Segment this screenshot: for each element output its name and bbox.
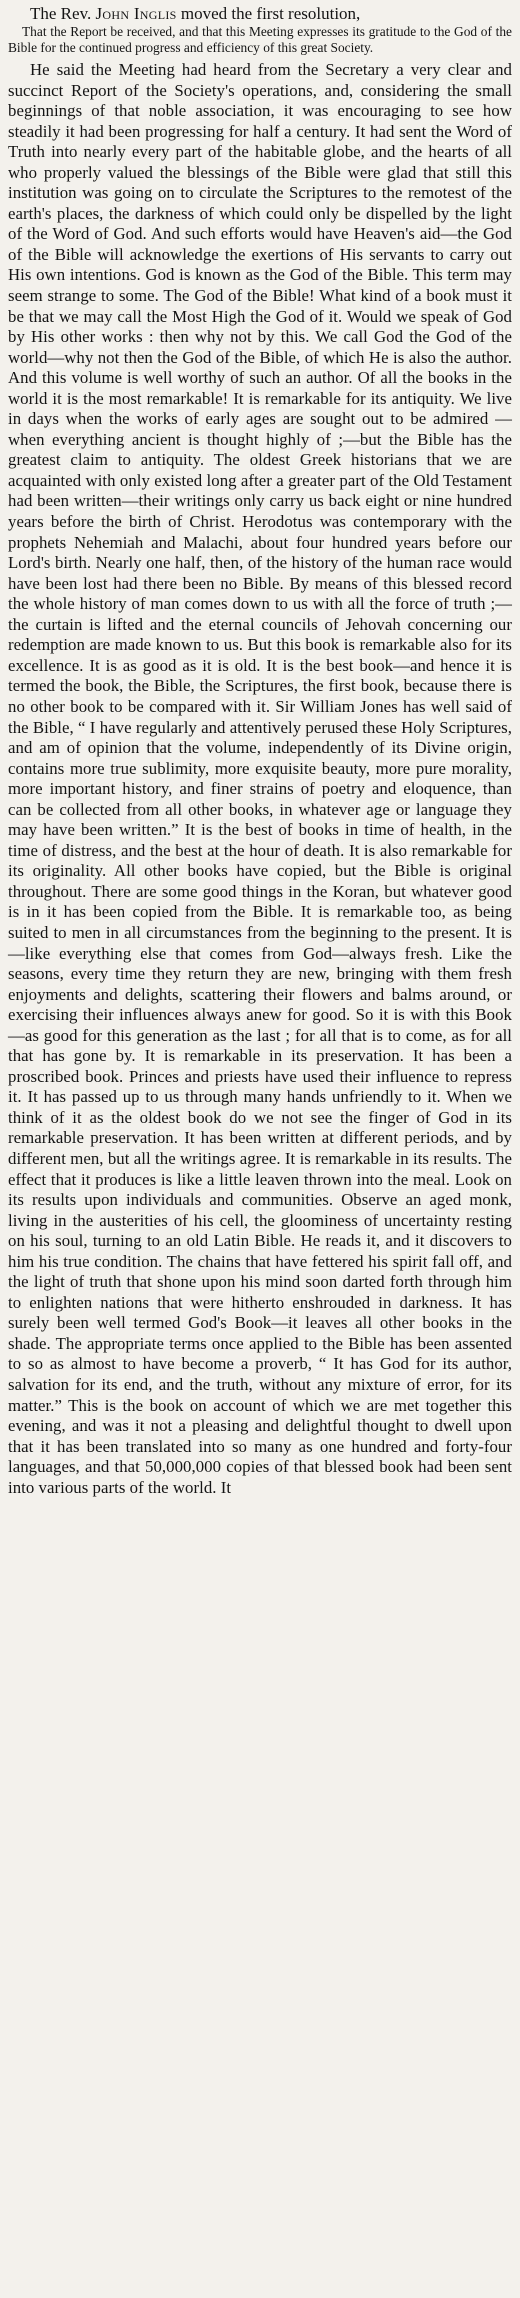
- speaker-name: John Inglis: [95, 4, 177, 23]
- speaker-heading: [8, 4, 512, 24]
- heading-suffix: moved the first resolution,: [176, 4, 361, 23]
- speech-paragraph: He said the Meeting had heard from the Secretary a very clear and succinct Report of the Society's operations, and, considering the small beginnings of that noble association, it was encouraging to see how steadily it had been progressing for half a century. It had sent the Word of Truth into nearly every part of the habitable globe, and the hearts of all who properly valued the blessings of the Bible were glad that still this institution was going on to circulate the Scriptures to the remotest of the earth's places, the darkness of which could only be dispelled by the light of the Word of God. And such efforts would have Heaven's aid—the God of the Bible will acknowledge the exertions of His servants to carry out His own intentions. God is known as the God of the Bible. This term may seem strange to some. The God of the Bible! What kind of a book must it be that we may call the Most High the God of it. Would we speak of God by His other works : then why not by this. We call God the God of the world—why not then the God of the Bible, of which He is also the author. And this volume is well worthy of such an author. Of all the books in the world it is the most remarkable! It is remarkable for its antiquity. We live in days when the works of early ages are sought out to be admired —when everything ancient is thought highly of ;—but the Bible has the greatest claim to antiquity. The oldest Greek historians that we are acquainted with only existed long after a greater part of the Old Testament had been written—their writings only carry us back eight or nine hundred years before the birth of Christ. Herodotus was contemporary with the prophets Nehemiah and Malachi, about four hundred years before our Lord's birth. Nearly one half, then, of the history of the human race would have been lost had there been no Bible. By means of this blessed record the whole history of man comes down to us with all the force of truth ;—the curtain is lifted and the eternal councils of Jehovah concerning our redemption are made known to us. But this book is remarkable also for its excellence. It is as good as it is old. It is the best book—and hence it is termed the book, the Bible, the Scriptures, the first book, because there is no other book to be compared with it. Sir William Jones has well said of the Bible, “ I have regularly and attentively perused these Holy Scriptures, and am of opinion that the volume, independently of its Divine origin, contains more true sublimity, more exquisite beauty, more pure morality, more important history, and finer strains of poetry and eloquence, than can be collected from all other books, in whatever age or language they may have been written.” It is the best of books in time of health, in the time of distress, and the best at the hour of death. It is also remarkable for its originality. All other books have copied, but the Bible is original throughout. There are some good things in the Koran, but whatever good is in it has been copied from the Bible. It is remarkable too, as being suited to men in all circumstances from the beginning to the present. It is—like everything else that comes from God—always fresh. Like the seasons, every time they return they are new, bringing with them fresh enjoyments and delights, scattering their flowers and balms around, or exercising their influences always anew for good. So it is with this Book—as good for this generation as the last ; for all that is to come, as for all that has gone by. It is remarkable in its preservation. It has been a proscribed book. Princes and priests have used their influence to repress it. It has passed up to us through many hands unfriendly to it. When we think of it as the oldest book do we not see the finger of God in its remarkable preservation. It has been written at different periods, and by different men, but all the writings agree. It is remarkable in its results. The effect that it produces is like a little leaven thrown into the meal. Look on its results upon individuals and communities. Observe an aged monk, living in the austerities of his cell, the gloominess of uncertainty resting on his soul, turning to an old Latin Bible. He reads it, and it discovers to him his true condition. The chains that have fettered his spirit fall off, and the light of truth that shone upon his mind soon darted forth through him to enlighten nations that were hitherto enshrouded in darkness. It has surely been well termed God's Book—it leaves all other books in the shade. The appropriate terms once applied to the Bible has been assented to so as almost to have become a proverb, “ It has God for its author, salvation for its end, and the truth, without any mixture of error, for its matter.” This is the book on account of which we are met together this evening, and was it not a pleasing and delightful thought to dwell upon that it has been translated into so many as one hundred and forty-four languages, and that 50,000,000 copies of that blessed book had been sent into various parts of the world. It: [8, 60, 512, 1497]
- resolution-text: That the Report be received, and that this Meeting expresses its gratitude to the God of the Bible for the continued progress and efficiency of this great Society.: [8, 24, 512, 55]
- heading-prefix: The Rev.: [30, 4, 96, 23]
